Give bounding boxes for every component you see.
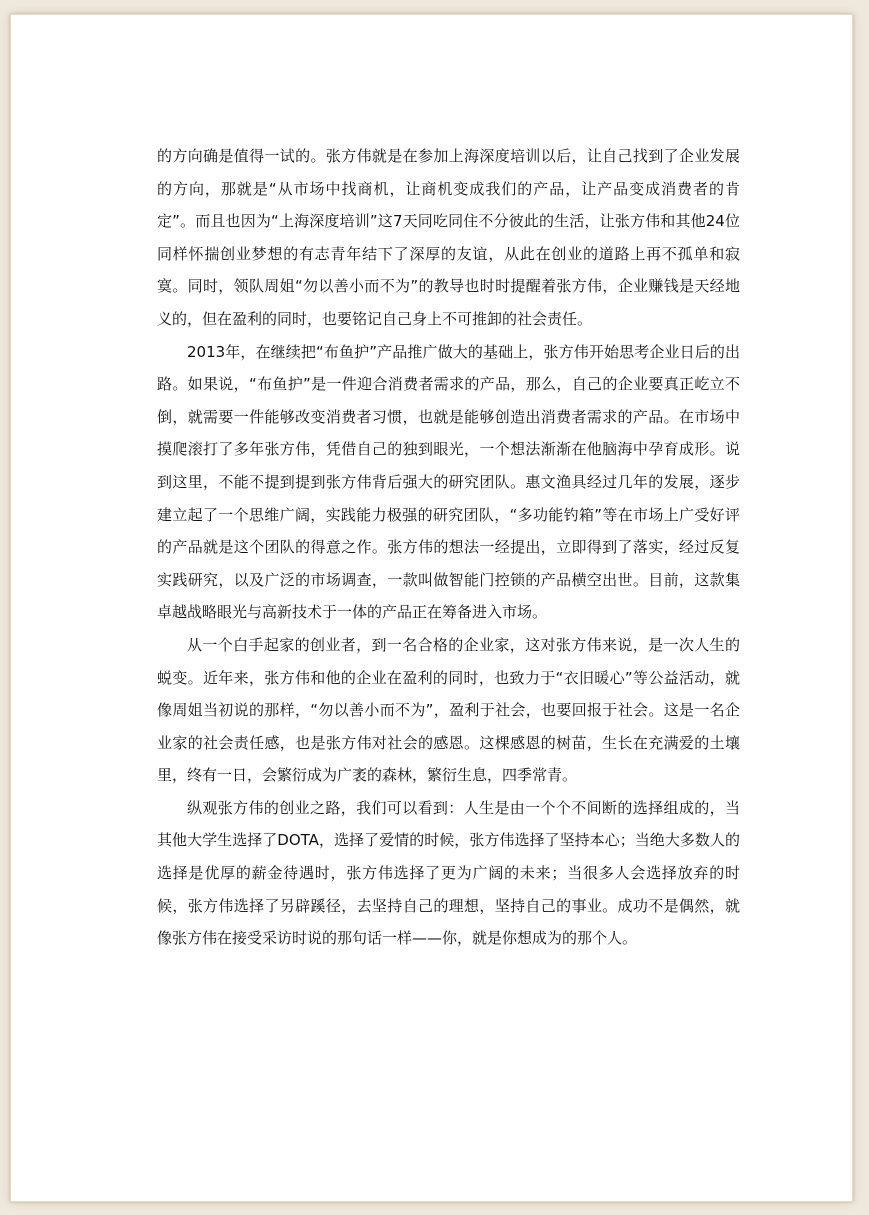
document-page [10, 14, 853, 1202]
paragraph-1: 的方向确是值得一试的。张方伟就是在参加上海深度培训以后，让自己找到了企业发展的方向，那就是“从市场中找商机，让商机变成我们的产品，让产品变成消费者的肯定”。而且也因为“上海深度培训”这7天同吃同住不分彼此的生活，让张方伟和其他24位同样怀揣创业梦想的有志青年结下了深厚的友谊，从此在创业的道路上再不孤单和寂寞。同时，领队周姐“勿以善小而不为”的教导也时时提醒着张方伟，企业赚钱是天经地义的，但在盈利的同时，也要铭记自己身上不可推卸的社会责任。 [157, 147, 740, 328]
paragraph-2: 2013年，在继续把“布鱼护”产品推广做大的基础上，张方伟开始思考企业日后的出路。如果说，“布鱼护”是一件迎合消费者需求的产品，那么，自己的企业要真正屹立不倒，就需要一件能够改变消费者习惯，也就是能够创造出消费者需求的产品。在市场中摸爬滚打了多年张方伟，凭借自己的独到眼光，一个想法渐渐在他脑海中孕育成形。说到这里，不能不提到提到张方伟背后强大的研究团队。惠文渔具经过几年的发展，逐步建立起了一个思维广阔，实践能力极强的研究团队，“多功能钓箱”等在市场上广受好评的产品就是这个团队的得意之作。张方伟的想法一经提出，立即得到了落实，经过反复实践研究，以及广泛的市场调查，一款叫做智能门控锁的产品横空出世。目前，这款集卓越战略眼光与高新技术于一体的产品正在筹备进入市场。 [157, 342, 740, 622]
document-body [157, 140, 740, 955]
paragraph-3: 从一个白手起家的创业者，到一名合格的企业家，这对张方伟来说，是一次人生的蜕变。近年来，张方伟和他的企业在盈利的同时，也致力于“衣旧暖心”等公益活动，就像周姐当初说的那样，“勿以善小而不为”，盈利于社会，也要回报于社会。这是一名企业家的社会责任感，也是张方伟对社会的感恩。这棵感恩的树苗，生长在充满爱的土壤里，终有一日，会繁衍成为广袤的森林，繁衍生息，四季常青。 [157, 635, 740, 785]
paragraph-4: 纵观张方伟的创业之路，我们可以看到：人生是由一个个不间断的选择组成的，当其他大学生选择了DOTA，选择了爱情的时候，张方伟选择了坚持本心；当绝大多数人的选择是优厚的薪金待遇时，张方伟选择了更为广阔的未来；当很多人会选择放弃的时候，张方伟选择了另辟蹊径，去坚持自己的理想，坚持自己的事业。成功不是偶然，就像张方伟在接受采访时说的那句话一样——你，就是你想成为的那个人。 [157, 798, 740, 948]
